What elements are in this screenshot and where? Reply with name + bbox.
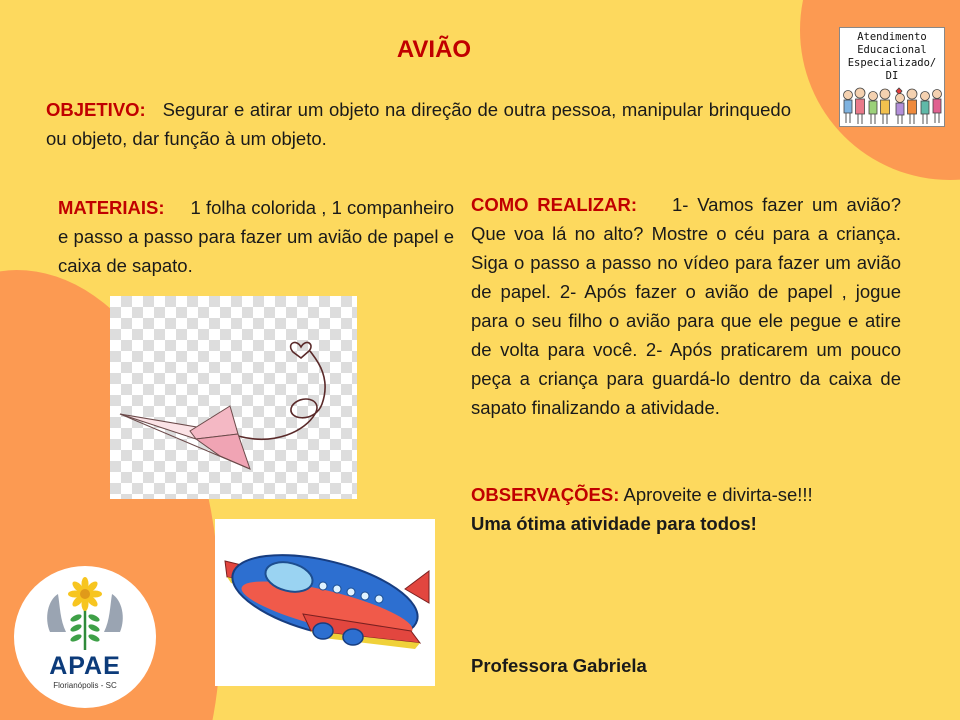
teacher-name: Professora Gabriela [471, 655, 647, 676]
observations-label: OBSERVAÇÕES: [471, 484, 620, 505]
materials-text: 1 folha colorida , 1 companheiro e passo a passo para fazer um avião de papel e caixa de sapato. [58, 197, 454, 276]
badge-text: Atendimento Educacional Especializado/ DI [847, 31, 937, 82]
observations-paragraph [471, 480, 921, 509]
materials-label: MATERIAIS: [58, 197, 165, 218]
children-illustration-icon [840, 83, 944, 129]
objective-label: OBJETIVO: [46, 99, 146, 120]
how-to-text: 1- Vamos fazer um avião? Que voa lá no alto? Mostre o céu para a criança. Siga o passo a passo no vídeo para fazer um avião de papel. 2- Após fazer o avião de papel , jogue para o seu filho o avião para que ele pegue e atire de volta para você. 2- Após praticarem um pouco peça a criança para guardá-lo dentro da caixa de sapato finalizando a atividade. [471, 194, 902, 418]
apae-hands-flower-icon [14, 566, 156, 656]
objective-text: Segurar e atirar um objeto na direção de outra pessoa, manipular brinquedo ou objeto, dar função à um objeto. [46, 99, 791, 149]
how-to-label: COMO REALIZAR: [471, 194, 637, 215]
observations-text: Aproveite e divirta-se!!! [623, 484, 813, 505]
logo-city: Florianópolis - SC [53, 681, 117, 690]
closing-text: Uma ótima atividade para todos! [471, 513, 757, 534]
apae-logo [14, 566, 156, 708]
materials-paragraph [58, 193, 454, 280]
logo-name: APAE [49, 652, 121, 680]
paper-airplane-icon [110, 296, 357, 499]
cartoon-airplane-icon [215, 519, 435, 686]
paper-airplane-image [110, 296, 357, 499]
page-title: AVIÃO [396, 36, 472, 63]
cartoon-airplane-image [215, 519, 435, 686]
how-to-paragraph [471, 190, 901, 422]
aee-badge [839, 27, 945, 127]
objective-paragraph [46, 95, 791, 153]
